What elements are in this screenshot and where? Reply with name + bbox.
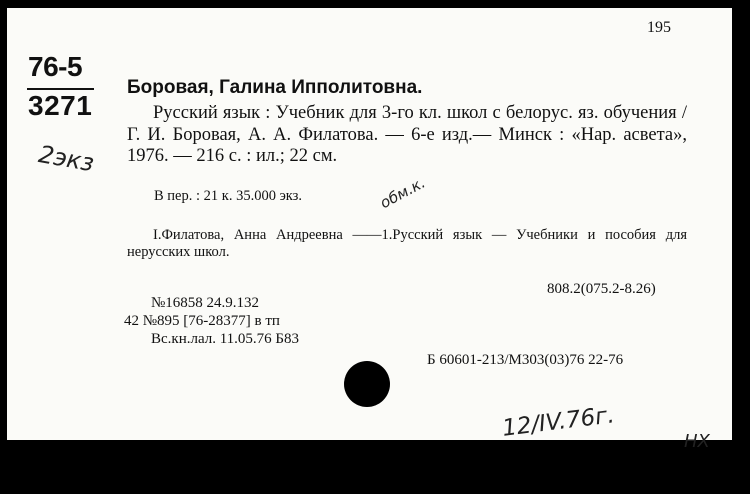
classmark-bottom: 3271: [28, 90, 93, 121]
registry-line-3: Вс.кн.лал. 11.05.76 Б83: [151, 331, 300, 347]
card-number: 195: [647, 19, 671, 36]
tracings: I.Филатова, Анна Андреевна ——1.Русский язык — Учебники и пособия для нерусских школ.: [127, 227, 687, 260]
author-heading: Боровая, Галина Ипполитовна.: [127, 77, 423, 98]
publisher-code: Б 60601-213/М303(03)76 22-76: [427, 352, 624, 368]
registry-line-2: 42 №895 [76-28377] в тп: [124, 313, 280, 329]
udc-index: 808.2(075.2-8.26): [547, 281, 656, 297]
handwritten-initials: НХ: [684, 431, 710, 452]
catalog-card: [7, 8, 732, 452]
registry-line-1: №16858 24.9.132: [151, 295, 260, 311]
bibliographic-description: Русский язык : Учебник для 3-го кл. школ с белорус. яз. обучения / Г. И. Боровая, А. А. Филатова. — 6-е изд.— Минск : «Нар. асвета», 1976. — 216 с. : ил.; 22 см.: [127, 103, 687, 166]
handwritten-note: обм.к.: [377, 173, 429, 213]
handwritten-copies-note: 2экз: [36, 140, 97, 178]
punch-hole: [344, 361, 390, 407]
classmark-top: 76-5: [28, 51, 83, 82]
price-edition: В пер. : 21 к. 35.000 экз.: [154, 188, 302, 204]
handwritten-date: 12/IV.76г.: [500, 402, 616, 442]
